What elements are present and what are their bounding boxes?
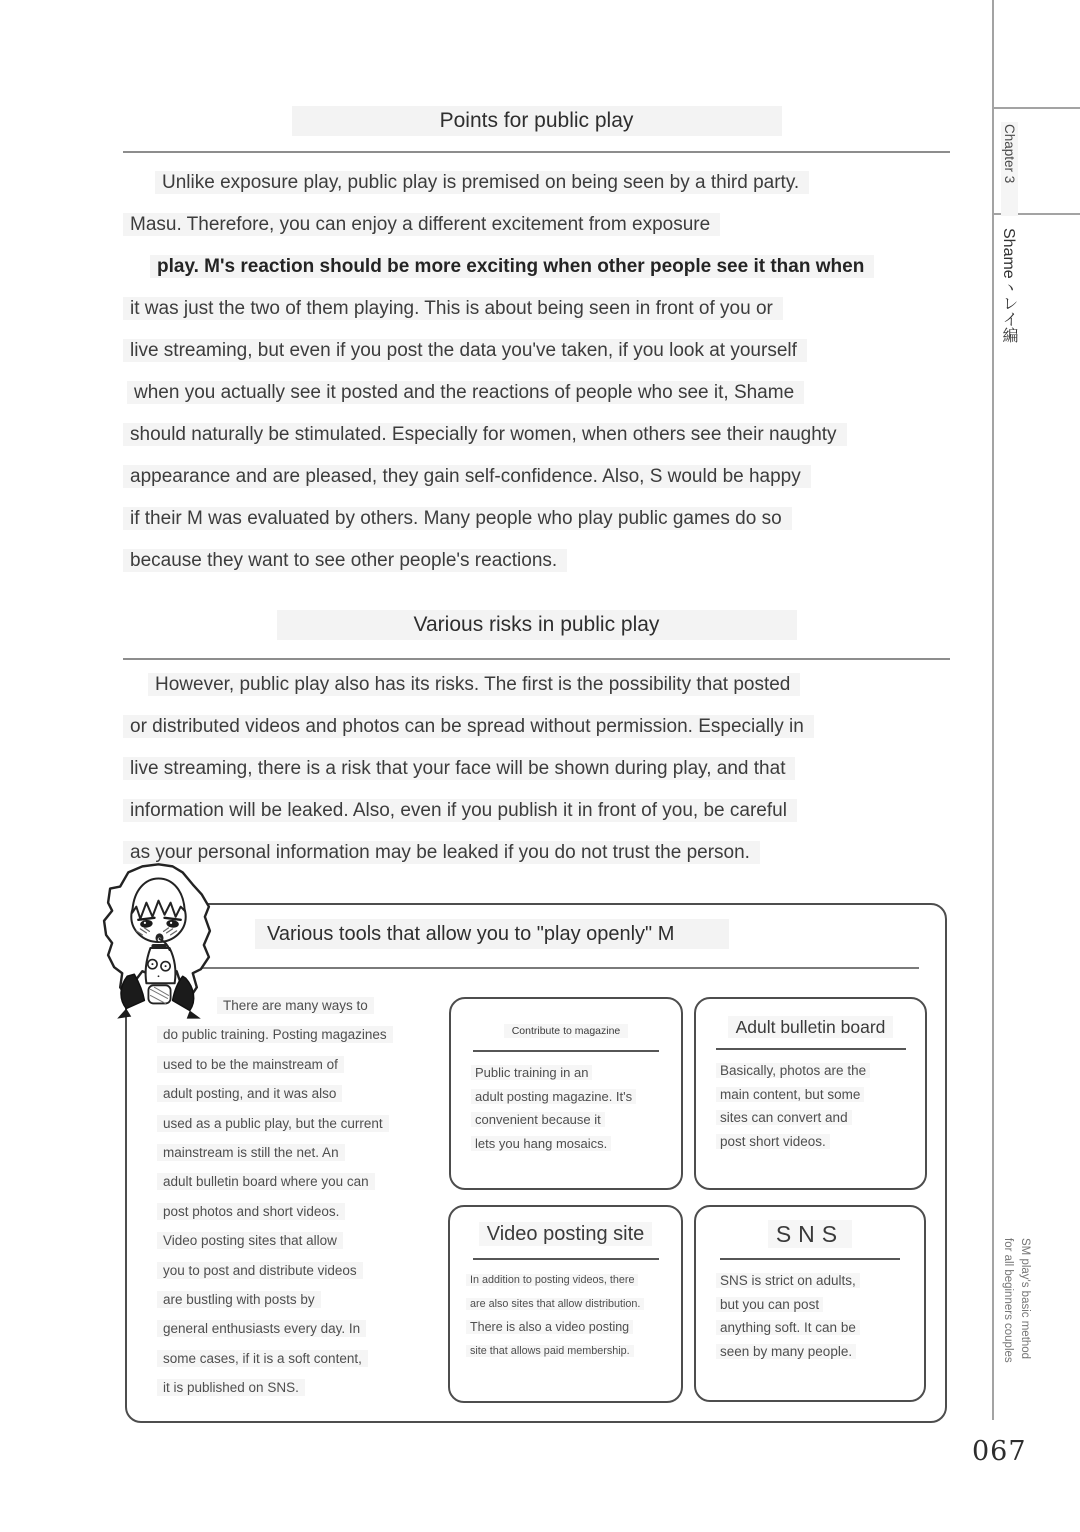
text-line: live streaming, but even if you post the data you've taken, if you look at yourself — [123, 330, 968, 372]
card-video-posting-site — [448, 1205, 683, 1403]
heading-rule — [123, 151, 950, 153]
card-body — [466, 1269, 681, 1363]
section2-heading — [123, 610, 950, 640]
card-rule — [473, 1050, 659, 1052]
text-line: used as a public play, but the current — [157, 1109, 442, 1138]
text-line: some cases, if it is a soft content, — [157, 1344, 442, 1373]
page-number: 067 — [972, 1436, 1027, 1467]
text-line: adult bulletin board where you can — [157, 1167, 442, 1196]
text-line: or distributed videos and photos can be spread without permission. Especially in — [123, 706, 968, 748]
tools-panel-title: Various tools that allow you to "play openly" M — [255, 923, 729, 946]
text-line: should naturally be stimulated. Especially for women, when others see their naughty — [123, 414, 968, 456]
card-title: Video posting site — [450, 1223, 681, 1246]
text-line: are also sites that allow distribution. — [466, 1293, 681, 1317]
text-line: play. M's reaction should be more exciting when other people see it than when — [123, 246, 968, 288]
card-title: Contribute to magazine — [451, 1025, 681, 1037]
card-body — [716, 1269, 924, 1363]
text-line: live streaming, there is a risk that your face will be shown during play, and that — [123, 748, 968, 790]
text-line: because they want to see other people's reactions. — [123, 540, 968, 582]
text-line: Basically, photos are the — [716, 1059, 925, 1083]
text-line: appearance and are pleased, they gain self-confidence. Also, S would be happy — [123, 456, 968, 498]
text-line: it was just the two of them playing. This is about being seen in front of you or — [123, 288, 968, 330]
card-sns — [694, 1205, 926, 1402]
text-line: when you actually see it posted and the reactions of people who see it, Shame — [123, 372, 968, 414]
text-line: general enthusiasts every day. In — [157, 1314, 442, 1343]
text-line: are bustling with posts by — [157, 1285, 442, 1314]
card-title: Adult bulletin board — [696, 1017, 925, 1038]
text-line: Unlike exposure play, public play is premised on being seen by a third party. — [123, 162, 968, 204]
tools-panel-intro — [157, 991, 442, 1402]
section1-heading — [123, 106, 950, 136]
text-line: mainstream is still the net. An — [157, 1138, 442, 1167]
text-line: convenient because it — [471, 1108, 681, 1132]
section2-paragraph — [123, 664, 968, 874]
card-rule — [716, 1048, 906, 1050]
chibi-girl-illustration — [96, 858, 222, 1032]
text-line: it is published on SNS. — [157, 1373, 442, 1402]
section1-paragraph — [123, 162, 968, 582]
text-line: However, public play also has its risks. The first is the possibility that posted — [123, 664, 968, 706]
card-body — [716, 1059, 925, 1153]
section1-heading-text: Points for public play — [292, 106, 782, 136]
card-rule — [473, 1258, 659, 1260]
text-line: used to be the mainstream of — [157, 1050, 442, 1079]
text-line: post photos and short videos. — [157, 1197, 442, 1226]
text-line: you to post and distribute videos — [157, 1256, 442, 1285]
text-line: Public training in an — [471, 1061, 681, 1085]
text-line: post short videos. — [716, 1130, 925, 1154]
text-line: SNS is strict on adults, — [716, 1269, 924, 1293]
tools-panel — [125, 903, 947, 1423]
text-line: There is also a video posting — [466, 1316, 681, 1340]
sidebar-divider — [992, 107, 1080, 109]
text-line: adult posting magazine. It's — [471, 1085, 681, 1109]
text-line: if their M was evaluated by others. Many people who play public games do so — [123, 498, 968, 540]
sidebar-chapter-label: Chapter 3 — [1001, 122, 1018, 216]
text-line: In addition to posting videos, there — [466, 1269, 681, 1293]
section2-heading-text: Various risks in public play — [277, 610, 797, 640]
card-title: SNS — [696, 1221, 924, 1248]
text-line: as your personal information may be leaked if you do not trust the person. — [123, 832, 968, 874]
card-rule — [720, 1258, 900, 1260]
text-line: Video posting sites that allow — [157, 1226, 442, 1255]
card-contribute-to-magazine — [449, 997, 683, 1190]
footer-caption-line: for all beginners couples — [1002, 1238, 1014, 1363]
text-line: but you can post — [716, 1293, 924, 1317]
text-line: information will be leaked. Also, even if you publish it in front of you, be careful — [123, 790, 968, 832]
card-adult-bulletin-board — [694, 997, 927, 1190]
heading-rule — [123, 658, 950, 660]
text-line: There are many ways to — [157, 991, 442, 1020]
text-line: sites can convert and — [716, 1106, 925, 1130]
tools-panel-rule — [201, 967, 919, 969]
text-line: main content, but some — [716, 1083, 925, 1107]
footer-caption-line: SM play's basic method — [1019, 1238, 1031, 1360]
text-line: adult posting, and it was also — [157, 1079, 442, 1108]
text-line: do public training. Posting magazines — [157, 1020, 442, 1049]
text-line: site that allows paid membership. — [466, 1340, 681, 1364]
text-line: lets you hang mosaics. — [471, 1132, 681, 1156]
card-body — [471, 1061, 681, 1155]
text-line: anything soft. It can be — [716, 1316, 924, 1340]
text-line: seen by many people. — [716, 1340, 924, 1364]
text-line: Masu. Therefore, you can enjoy a different excitement from exposure — [123, 204, 968, 246]
sidebar-footer-caption — [999, 1238, 1033, 1423]
sidebar-section-label: Shameヽレイ編 — [1000, 228, 1017, 343]
